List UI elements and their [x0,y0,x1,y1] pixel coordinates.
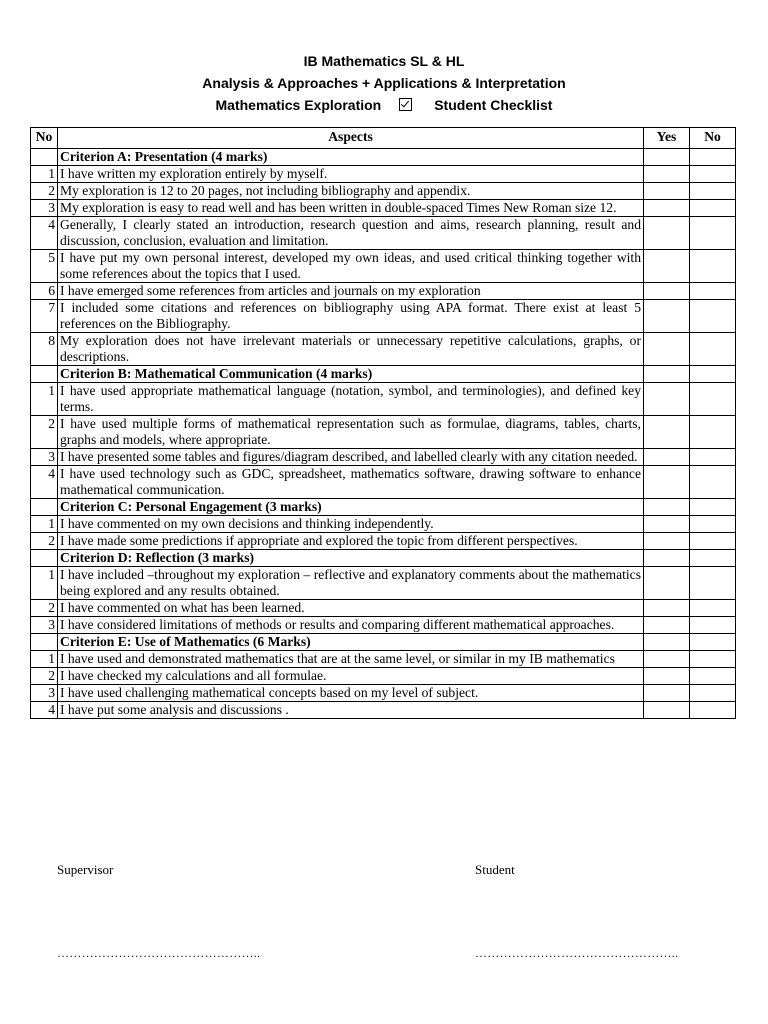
row-number [31,499,58,516]
aspect-text: I have emerged some references from articles and journals on my exploration [58,283,644,300]
row-number: 1 [31,567,58,600]
criterion-heading: Criterion D: Reflection (3 marks) [58,550,644,567]
row-number: 3 [31,200,58,217]
no-checkbox-cell[interactable] [690,516,736,533]
row-number: 2 [31,183,58,200]
row-number: 5 [31,250,58,283]
no-checkbox-cell[interactable] [690,300,736,333]
criterion-row [31,149,736,166]
student-label: Student [475,862,515,877]
row-number: 1 [31,166,58,183]
row-number: 4 [31,702,58,719]
row-number: 8 [31,333,58,366]
no-checkbox-cell[interactable] [690,250,736,283]
no-checkbox-cell[interactable] [690,702,736,719]
table-row [31,668,736,685]
aspect-text: I have put my own personal interest, developed my own ideas, and used critical thinking together with some references about the topics that I used. [58,250,644,283]
row-number: 3 [31,449,58,466]
aspect-text: I included some citations and references on bibliography using APA format. There exist at least 5 references on the Bibliography. [58,300,644,333]
yes-checkbox-cell[interactable] [644,567,690,600]
yes-checkbox-cell[interactable] [644,383,690,416]
yes-checkbox-cell[interactable] [644,217,690,250]
table-row [31,283,736,300]
yes-checkbox-cell[interactable] [644,516,690,533]
yes-checkbox-cell[interactable] [644,200,690,217]
yes-checkbox-cell [644,634,690,651]
row-number: 7 [31,300,58,333]
table-row [31,449,736,466]
aspect-text: My exploration is easy to read well and has been written in double-spaced Times New Roman size 12. [58,200,644,217]
no-checkbox-cell[interactable] [690,283,736,300]
table-row [31,466,736,499]
row-number [31,634,58,651]
table-row [31,651,736,668]
criterion-heading: Criterion B: Mathematical Communication (4 marks) [58,366,644,383]
row-number: 2 [31,533,58,550]
title-exploration: Mathematics Exploration [215,97,382,113]
no-checkbox-cell[interactable] [690,217,736,250]
title-checklist: Student Checklist [434,97,553,113]
yes-checkbox-cell[interactable] [644,651,690,668]
no-checkbox-cell[interactable] [690,685,736,702]
yes-checkbox-cell[interactable] [644,668,690,685]
student-signature-line[interactable]: ………………………………………….. [475,946,679,960]
aspect-text: I have considered limitations of methods or results and comparing different mathematical approaches. [58,617,644,634]
aspect-text: I have presented some tables and figures/diagram described, and labelled clearly with any citation needed. [58,449,644,466]
no-checkbox-cell[interactable] [690,600,736,617]
title-line-1: IB Mathematics SL & HL [303,53,465,69]
aspect-text: My exploration is 12 to 20 pages, not including bibliography and appendix. [58,183,644,200]
no-checkbox-cell[interactable] [690,617,736,634]
table-row [31,702,736,719]
column-header-aspects: Aspects [58,128,644,149]
criterion-row [31,499,736,516]
yes-checkbox-cell [644,499,690,516]
aspect-text: I have checked my calculations and all formulae. [58,668,644,685]
no-checkbox-cell[interactable] [690,183,736,200]
row-number: 3 [31,685,58,702]
no-checkbox-cell [690,499,736,516]
yes-checkbox-cell[interactable] [644,617,690,634]
no-checkbox-cell[interactable] [690,567,736,600]
aspect-text: I have included –throughout my exploration – reflective and explanatory comments about the mathematics being explored and any results obtained. [58,567,644,600]
yes-checkbox-cell[interactable] [644,333,690,366]
aspect-text: I have used multiple forms of mathematical representation such as formulae, diagrams, tables, charts, graphs and models, where appropriate. [58,416,644,449]
no-checkbox-cell[interactable] [690,466,736,499]
table-row [31,516,736,533]
aspect-text: I have commented on my own decisions and thinking independently. [58,516,644,533]
no-checkbox-cell[interactable] [690,416,736,449]
row-number [31,550,58,567]
yes-checkbox-cell[interactable] [644,533,690,550]
yes-checkbox-cell[interactable] [644,449,690,466]
table-row [31,533,736,550]
row-number: 3 [31,617,58,634]
yes-checkbox-cell[interactable] [644,250,690,283]
row-number: 4 [31,217,58,250]
yes-checkbox-cell[interactable] [644,702,690,719]
row-number: 1 [31,383,58,416]
aspect-text: I have put some analysis and discussions . [58,702,644,719]
column-header-no: No [31,128,58,149]
no-checkbox-cell[interactable] [690,383,736,416]
aspect-text: I have used challenging mathematical concepts based on my level of subject. [58,685,644,702]
row-number: 6 [31,283,58,300]
aspect-text: My exploration does not have irrelevant materials or unnecessary repetitive calculations, graphs, or descriptions. [58,333,644,366]
yes-checkbox-cell[interactable] [644,283,690,300]
supervisor-label: Supervisor [57,862,114,877]
row-number [31,366,58,383]
aspect-text: Generally, I clearly stated an introduction, research question and aims, research planning, result and discussion, conclusion, evaluation and limitation. [58,217,644,250]
criterion-row [31,550,736,567]
no-checkbox-cell [690,149,736,166]
no-checkbox-cell [690,550,736,567]
yes-checkbox-cell[interactable] [644,600,690,617]
yes-checkbox-cell [644,149,690,166]
criterion-heading: Criterion E: Use of Mathematics (6 Marks) [58,634,644,651]
row-number: 1 [31,516,58,533]
column-header-yes: Yes [644,128,690,149]
criterion-row [31,366,736,383]
checklist-table [30,127,736,719]
document-header [0,50,768,116]
table-row [31,250,736,283]
table-row [31,685,736,702]
table-row [31,166,736,183]
no-checkbox-cell [690,366,736,383]
row-number: 4 [31,466,58,499]
table-row [31,300,736,333]
no-checkbox-cell [690,634,736,651]
table-row [31,617,736,634]
no-checkbox-cell[interactable] [690,333,736,366]
yes-checkbox-cell[interactable] [644,685,690,702]
row-number: 1 [31,651,58,668]
yes-checkbox-cell[interactable] [644,166,690,183]
aspect-text: I have used appropriate mathematical language (notation, symbol, and terminologies), and defined key terms. [58,383,644,416]
no-checkbox-cell[interactable] [690,200,736,217]
row-number [31,149,58,166]
yes-checkbox-cell[interactable] [644,183,690,200]
table-row [31,333,736,366]
title-line-2: Analysis & Approaches + Applications & Interpretation [202,75,566,91]
row-number: 2 [31,600,58,617]
aspect-text: I have made some predictions if appropriate and explored the topic from different perspectives. [58,533,644,550]
aspect-text: I have written my exploration entirely by myself. [58,166,644,183]
table-row [31,416,736,449]
title-line-3 [0,94,768,116]
aspect-text: I have used technology such as GDC, spreadsheet, mathematics software, drawing software to enhance mathematical communication. [58,466,644,499]
table-row [31,183,736,200]
aspect-text: I have used and demonstrated mathematics that are at the same level, or similar in my IB mathematics [58,651,644,668]
table-row [31,217,736,250]
no-checkbox-cell[interactable] [690,668,736,685]
table-header-row [31,128,736,149]
aspect-text: I have commented on what has been learned. [58,600,644,617]
criterion-heading: Criterion C: Personal Engagement (3 marks) [58,499,644,516]
table-row [31,383,736,416]
supervisor-signature-line[interactable]: ………………………………………….. [57,946,261,960]
row-number: 2 [31,416,58,449]
yes-checkbox-cell[interactable] [644,466,690,499]
column-header-no-answer: No [690,128,736,149]
criterion-heading: Criterion A: Presentation (4 marks) [58,149,644,166]
checked-box-icon [399,98,412,111]
no-checkbox-cell[interactable] [690,449,736,466]
no-checkbox-cell[interactable] [690,533,736,550]
no-checkbox-cell[interactable] [690,651,736,668]
criterion-row [31,634,736,651]
yes-checkbox-cell [644,550,690,567]
yes-checkbox-cell[interactable] [644,300,690,333]
table-row [31,567,736,600]
no-checkbox-cell[interactable] [690,166,736,183]
yes-checkbox-cell [644,366,690,383]
table-row [31,200,736,217]
yes-checkbox-cell[interactable] [644,416,690,449]
table-row [31,600,736,617]
row-number: 2 [31,668,58,685]
